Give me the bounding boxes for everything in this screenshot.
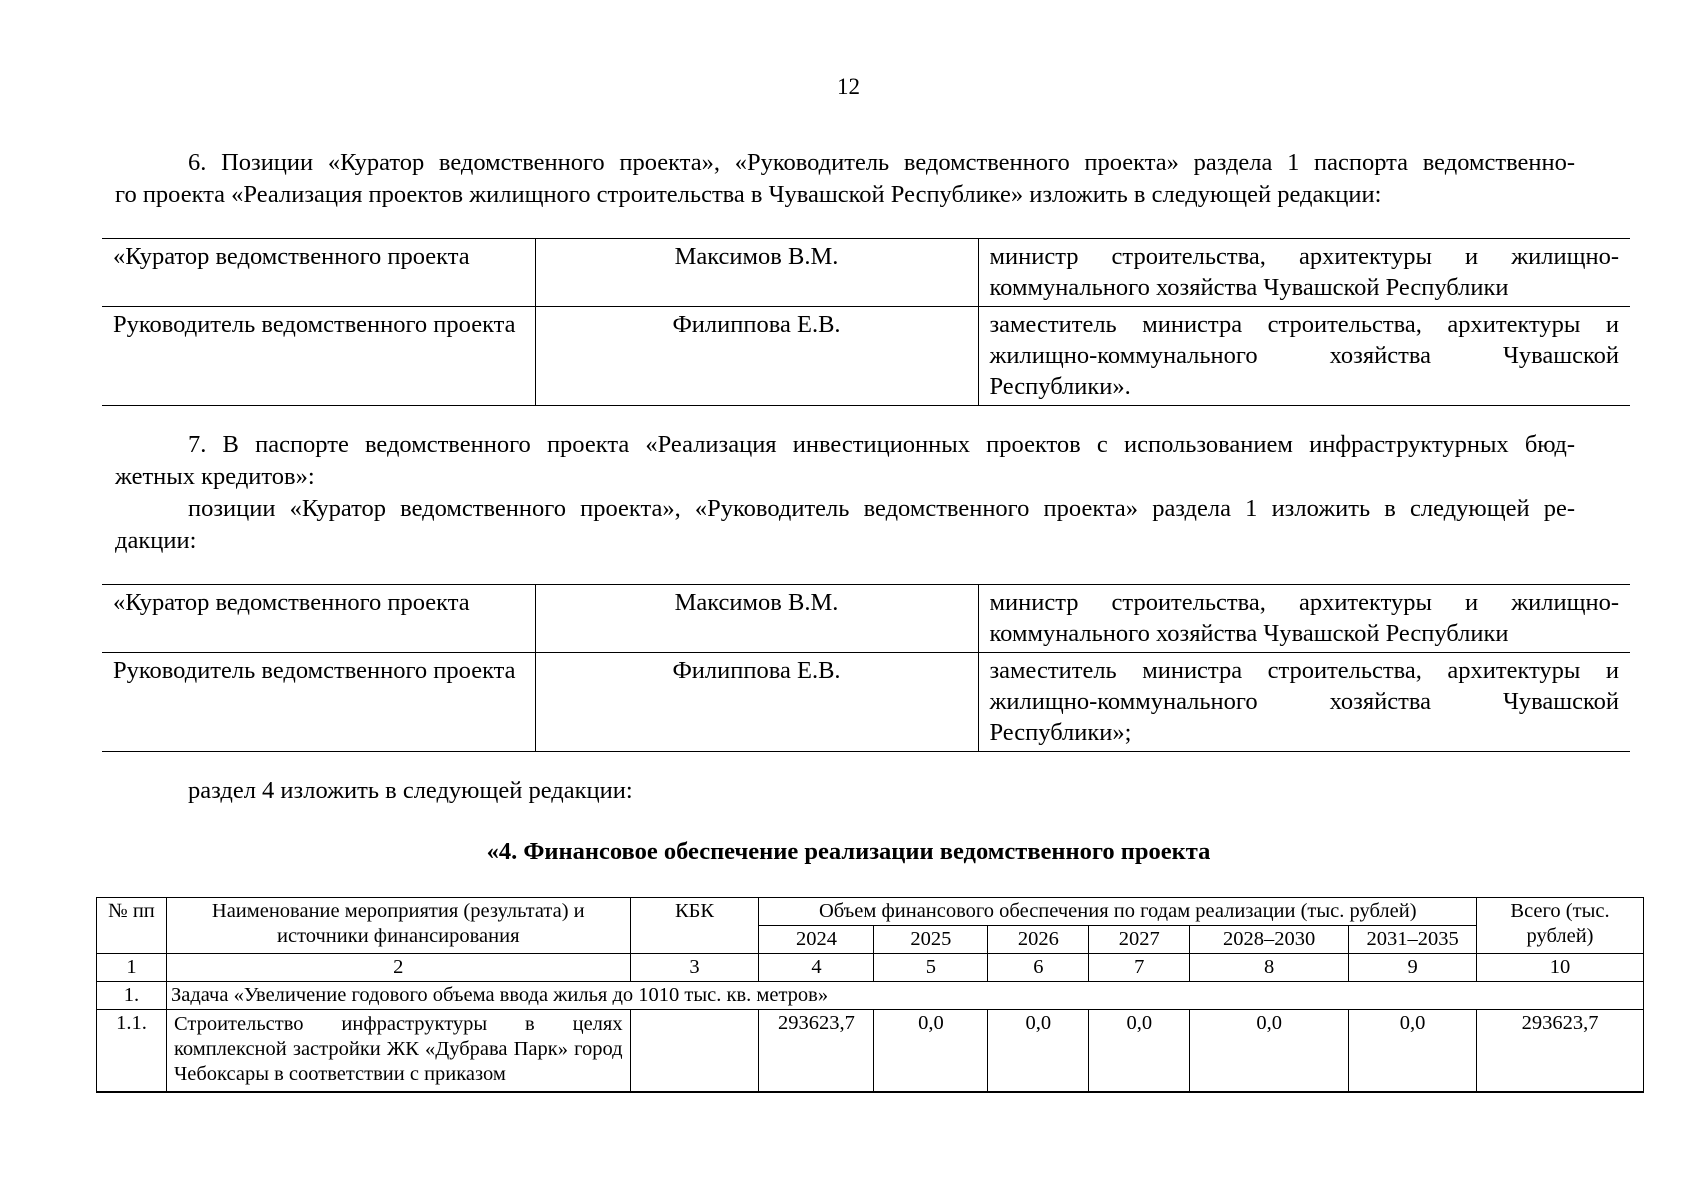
col-number: 5 bbox=[874, 954, 988, 982]
page-number: 12 bbox=[837, 74, 860, 99]
item-6-line-2: го проекта «Реализация проектов жилищного строительства в Чувашской Республике» изложить в следующей редакции: bbox=[115, 181, 1382, 208]
position-cell: министр строительства, архитектуры и жилищно-коммунального хозяйства Чувашской Республики bbox=[978, 239, 1630, 307]
row-value: 0,0 bbox=[1089, 1010, 1190, 1092]
name-cell: Максимов В.М. bbox=[535, 585, 978, 653]
section-4-heading: «4. Финансовое обеспечение реализации ведомственного проекта bbox=[486, 838, 1211, 865]
col-number: 8 bbox=[1190, 954, 1349, 982]
row-value: 293623,7 bbox=[759, 1010, 874, 1092]
item-6-line-1: 6. Позиции «Куратор ведомственного проекта», «Руководитель ведомственного проекта» раздела 1 паспорта ведомственно- bbox=[188, 149, 1575, 176]
header-year: 2025 bbox=[874, 926, 988, 954]
row-value: 0,0 bbox=[1349, 1010, 1477, 1092]
row-value: 0,0 bbox=[874, 1010, 988, 1092]
col-number: 9 bbox=[1349, 954, 1477, 982]
header-year: 2031–2035 bbox=[1349, 926, 1477, 954]
task-text: Задача «Увеличение годового объема ввода жилья до 1010 тыс. кв. метров» bbox=[166, 982, 1643, 1010]
header-name: Наименование мероприятия (результата) и источники финансирования bbox=[166, 898, 630, 954]
role-cell: Руководитель ведомственного проекта bbox=[102, 307, 535, 406]
header-total: Всего (тыс. рублей) bbox=[1477, 898, 1644, 954]
item-7-line-1: 7. В паспорте ведомственного проекта «Реализация инвестиционных проектов с использованием инфраструктурных бюд- bbox=[188, 431, 1575, 458]
row-total: 293623,7 bbox=[1477, 1010, 1644, 1092]
table-row bbox=[102, 585, 1630, 653]
col-number: 7 bbox=[1089, 954, 1190, 982]
row-name: Строительство инфраструктуры в целях комплексной застройки ЖК «Дубрава Парк» город Чебоксары в соответствии с приказом bbox=[166, 1010, 630, 1092]
col-number: 2 bbox=[166, 954, 630, 982]
column-numbers-row bbox=[97, 954, 1644, 982]
item-7-line-4: дакции: bbox=[115, 527, 197, 554]
section-4-intro bbox=[115, 775, 1575, 807]
table-row bbox=[102, 653, 1630, 752]
table-row bbox=[102, 307, 1630, 406]
section-4-intro-text: раздел 4 изложить в следующей редакции: bbox=[188, 777, 633, 804]
name-cell: Филиппова Е.В. bbox=[535, 653, 978, 752]
name-cell: Филиппова Е.В. bbox=[535, 307, 978, 406]
header-kbk: КБК bbox=[630, 898, 759, 954]
row-value: 0,0 bbox=[988, 1010, 1089, 1092]
position-cell: заместитель министра строительства, архитектуры и жилищно-коммунального хозяйства Чувашской Республики»; bbox=[978, 653, 1630, 752]
row-kbk bbox=[630, 1010, 759, 1092]
role-cell: Руководитель ведомственного проекта bbox=[102, 653, 535, 752]
item-6-paragraph bbox=[115, 147, 1575, 211]
col-number: 10 bbox=[1477, 954, 1644, 982]
header-year: 2024 bbox=[759, 926, 874, 954]
header-year: 2027 bbox=[1089, 926, 1190, 954]
row-num: 1.1. bbox=[97, 1010, 167, 1092]
task-row bbox=[97, 982, 1644, 1010]
col-number: 1 bbox=[97, 954, 167, 982]
name-cell: Максимов В.М. bbox=[535, 239, 978, 307]
position-cell: министр строительства, архитектуры и жилищно-коммунального хозяйства Чувашской Республики bbox=[978, 585, 1630, 653]
table-row bbox=[97, 1010, 1644, 1092]
header-year: 2028–2030 bbox=[1190, 926, 1349, 954]
role-cell: «Куратор ведомственного проекта bbox=[102, 585, 535, 653]
officials-table-1 bbox=[102, 238, 1630, 406]
financing-table bbox=[96, 897, 1644, 1093]
col-number: 6 bbox=[988, 954, 1089, 982]
position-cell: заместитель министра строительства, архитектуры и жилищно-коммунального хозяйства Чувашской Республики». bbox=[978, 307, 1630, 406]
item-7-line-3: позиции «Куратор ведомственного проекта», «Руководитель ведомственного проекта» раздела 1 изложить в следующей ре- bbox=[188, 495, 1575, 522]
officials-table-2 bbox=[102, 584, 1630, 752]
item-7-line-2: жетных кредитов»: bbox=[115, 463, 315, 490]
header-row bbox=[97, 898, 1644, 926]
header-num: № пп bbox=[97, 898, 167, 954]
task-num: 1. bbox=[97, 982, 167, 1010]
header-volume: Объем финансового обеспечения по годам реализации (тыс. рублей) bbox=[759, 898, 1477, 926]
col-number: 3 bbox=[630, 954, 759, 982]
item-7-paragraph bbox=[115, 429, 1575, 557]
role-cell: «Куратор ведомственного проекта bbox=[102, 239, 535, 307]
header-year: 2026 bbox=[988, 926, 1089, 954]
col-number: 4 bbox=[759, 954, 874, 982]
table-row bbox=[102, 239, 1630, 307]
row-value: 0,0 bbox=[1190, 1010, 1349, 1092]
